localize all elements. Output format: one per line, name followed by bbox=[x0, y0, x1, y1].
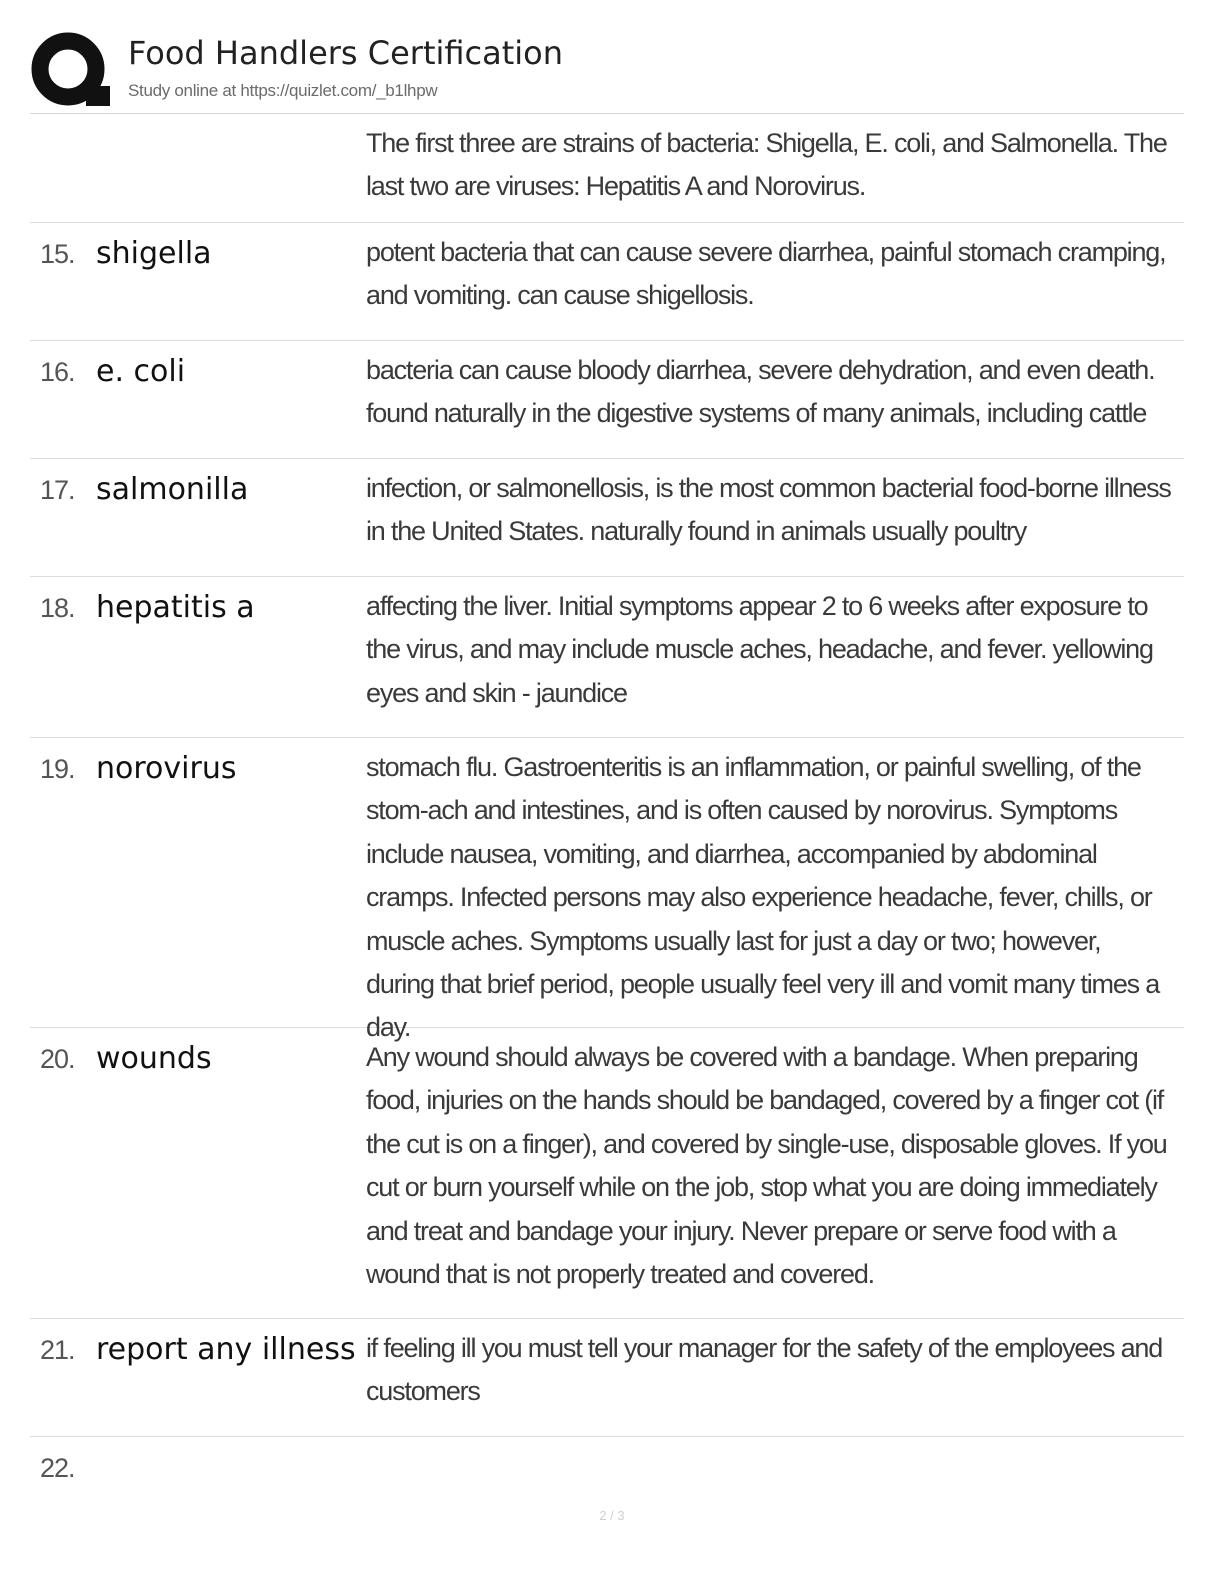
entry-number: 22. bbox=[40, 1453, 75, 1483]
entry-number: 17. bbox=[40, 475, 75, 505]
term-entry bbox=[30, 1437, 1184, 1507]
entry-term: report any illness bbox=[96, 1332, 356, 1367]
term-list bbox=[30, 114, 1184, 1507]
entry-definition: affecting the liver. Initial symptoms appear 2 to 6 weeks after exposure to the virus, and may include muscle aches, headache, and fever. yellowing eyes and skin - jaundice bbox=[366, 591, 1153, 708]
entry-definition: bacteria can cause bloody diarrhea, severe dehydration, and even death. found naturally in the digestive systems of many animals, including cattle bbox=[366, 355, 1155, 429]
entry-term: salmonilla bbox=[96, 472, 249, 507]
entry-number: 15. bbox=[40, 239, 75, 269]
entry-term: hepatitis a bbox=[96, 590, 255, 625]
entry-term: e. coli bbox=[96, 354, 186, 389]
entry-number: 18. bbox=[40, 593, 75, 623]
term-entry bbox=[30, 459, 1184, 577]
term-entry bbox=[30, 1319, 1184, 1437]
entry-number: 16. bbox=[40, 357, 75, 387]
entry-term: norovirus bbox=[96, 751, 237, 786]
term-entry bbox=[30, 114, 1184, 223]
page-header bbox=[30, 30, 1190, 114]
entry-number: 21. bbox=[40, 1335, 75, 1365]
entry-definition: infection, or salmonellosis, is the most common bacterial food-borne illness in the United States. naturally found in animals usually poultry bbox=[366, 473, 1171, 547]
page-number: 2 / 3 bbox=[599, 1508, 625, 1523]
study-link[interactable]: Study online at https://quizlet.com/_b1lhpw bbox=[128, 81, 438, 100]
entry-definition: stomach flu. Gastroenteritis is an inflammation, or painful swelling, of the stom-ach and intestines, and is often caused by norovirus. Symptoms include nausea, vomiting, and diarrhea, accompanied by abdominal cramps. Infected persons may also experience headache, fever, chills, or muscle aches. Symptoms usually last for just a day or two; however, during that brief period, people usually feel very ill and vomit many times a day. bbox=[366, 752, 1160, 1043]
term-entry bbox=[30, 1028, 1184, 1319]
term-entry bbox=[30, 738, 1184, 1043]
entry-number: 19. bbox=[40, 754, 75, 784]
entry-definition: potent bacteria that can cause severe diarrhea, painful stomach cramping, and vomiting. can cause shigellosis. bbox=[366, 237, 1166, 311]
entry-number: 20. bbox=[40, 1044, 75, 1074]
page-title: Food Handlers Certification bbox=[128, 34, 564, 72]
term-entry bbox=[30, 223, 1184, 341]
entry-definition: The first three are strains of bacteria: Shigella, E. coli, and Salmonella. The last two are viruses: Hepatitis A and Norovirus. bbox=[366, 128, 1167, 202]
entry-definition: Any wound should always be covered with a bandage. When preparing food, injuries on the hands should be bandaged, covered by a finger cot (if the cut is on a finger), and covered by single-use, disposable gloves. If you cut or burn yourself while on the job, stop what you are doing immediately and treat and bandage your injury. Never prepare or serve food with a wound that is not properly treated and covered. bbox=[366, 1042, 1167, 1290]
entry-definition: if feeling ill you must tell your manager for the safety of the employees and customers bbox=[366, 1333, 1163, 1407]
term-entry bbox=[30, 341, 1184, 459]
term-entry bbox=[30, 577, 1184, 738]
entry-term: shigella bbox=[96, 236, 212, 271]
quizlet-logo-icon bbox=[30, 30, 110, 110]
entry-term: wounds bbox=[96, 1041, 212, 1076]
